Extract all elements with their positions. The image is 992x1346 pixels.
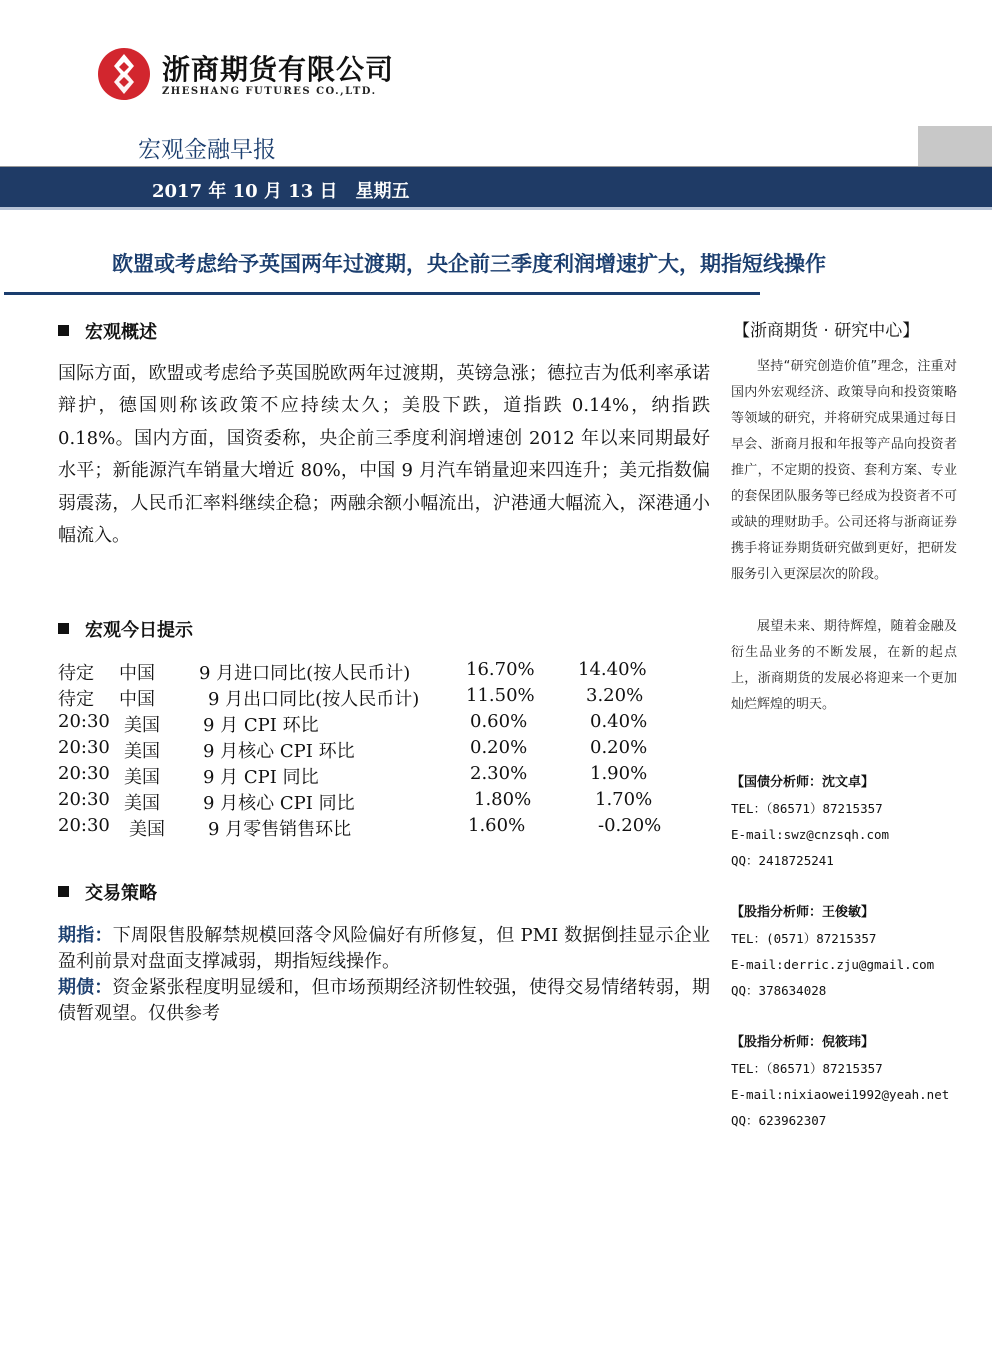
prev-cell: 1.70%: [595, 789, 653, 810]
value-cell: 2.30%: [470, 763, 528, 784]
prev-cell: -0.20%: [598, 815, 662, 836]
strategy-label: 期指：: [58, 925, 113, 946]
analyst-card: [731, 1030, 949, 1134]
date-bar: [0, 167, 992, 207]
country-cell: 美国: [124, 793, 160, 814]
analyst-email[interactable]: E-mail:swz@cnzsqh.com: [731, 827, 890, 842]
country-cell: 美国: [124, 741, 160, 762]
square-bullet-icon: [58, 886, 69, 897]
country-cell: 美国: [124, 767, 160, 788]
item-cell: 9 月 CPI 同比: [203, 767, 319, 788]
sidebar-intro: 坚持“研究创造价值”理念，注重对国内外宏观经济、政策导向和投资策略等领域的研究，并将研究成果通过每日早会、浙商月报和年报等产品向投资者推广，不定期的投资、套利方案、专业的套保团队服务等已经成为投资者不可或缺的理财助手。公司还将与浙商证券携手将证券期货研究做到更好，把研发服务引入更深层次的阶段。: [731, 359, 957, 582]
header-gray-tab: [918, 126, 992, 166]
square-bullet-icon: [58, 623, 69, 634]
report-date: 2017 年 10 月 13 日 星期五: [152, 181, 410, 202]
overview-paragraph: 国际方面，欧盟或考虑给予英国脱欧两年过渡期，英镑急涨；德拉吉为低利率承诺辩护，德国则称该政策不应持续太久；美股下跌，道指跌 0.14%，纳指跌 0.18%。国内方面，国资委称，央企前三季度利润增速创 2012 年以来同期最好水平；新能源汽车销量大增近 80%，中国 9 月汽车销量迎来四连升；美元指数偏弱震荡，人民币汇率料继续企稳；两融余额小幅流出，沪港通大幅流入，深港通小幅流入。: [58, 363, 710, 547]
section-heading-overview: [58, 318, 157, 344]
prev-cell: 0.40%: [590, 711, 648, 732]
time-cell: 20:30: [58, 737, 110, 758]
sidebar-title: 【浙商期货 · 研究中心】: [733, 321, 920, 341]
analyst-email[interactable]: E-mail:derric.zju@gmail.com: [731, 957, 935, 972]
item-cell: 9 月出口同比(按人民币计): [208, 689, 420, 710]
section-title: 宏观今日提示: [85, 620, 193, 641]
prev-cell: 14.40%: [578, 659, 647, 680]
section-title: 交易策略: [85, 883, 157, 904]
analyst-email[interactable]: E-mail:nixiaowei1992@yeah.net: [731, 1087, 950, 1102]
sidebar-outlook: 展望未来、期待辉煌，随着金融及衍生品业务的不断发展，在新的起点上，浙商期货的发展必将迎来一个更加灿烂辉煌的明天。: [731, 619, 957, 712]
analyst-title: 【股指分析师：倪筱玮】: [731, 1035, 875, 1050]
item-cell: 9 月核心 CPI 同比: [203, 793, 355, 814]
analyst-qq: QQ：623962307: [731, 1113, 827, 1128]
value-cell: 0.60%: [470, 711, 528, 732]
headline-rule: [4, 292, 760, 295]
square-bullet-icon: [58, 325, 69, 336]
time-cell: 待定: [58, 689, 94, 710]
prev-cell: 3.20%: [586, 685, 644, 706]
time-cell: 20:30: [58, 711, 110, 732]
value-cell: 0.20%: [470, 737, 528, 758]
analyst-title: 【股指分析师：王俊敏】: [731, 905, 875, 920]
country-cell: 美国: [124, 715, 160, 736]
section-heading-strategy: [58, 879, 157, 905]
analyst-title: 【国债分析师：沈文卓】: [731, 775, 875, 790]
analyst-card: [731, 900, 934, 1004]
company-name-cn: 浙商期货有限公司: [162, 53, 395, 86]
report-title: 宏观金融早报: [138, 137, 276, 163]
item-cell: 9 月核心 CPI 环比: [203, 741, 355, 762]
analyst-qq: QQ：378634028: [731, 983, 827, 998]
time-cell: 20:30: [58, 763, 110, 784]
strategy-text: 下周限售股解禁规模回落令风险偏好有所修复，但 PMI 数据倒挂显示企业盈利前景对盘面支撑减弱，期指短线操作。: [58, 925, 711, 972]
strategy-index-futures: [58, 923, 710, 975]
analyst-tel: TEL：(0571）87215357: [731, 931, 877, 946]
item-cell: 9 月进口同比(按人民币计): [199, 663, 411, 684]
analyst-qq: QQ：2418725241: [731, 853, 834, 868]
country-cell: 美国: [129, 819, 165, 840]
analyst-tel: TEL：（86571）87215357: [731, 801, 883, 816]
time-cell: 20:30: [58, 789, 110, 810]
item-cell: 9 月零售销售环比: [208, 819, 352, 840]
section-title: 宏观概述: [85, 322, 157, 343]
analyst-tel: TEL：（86571）87215357: [731, 1061, 883, 1076]
headline: 欧盟或考虑给予英国两年过渡期，央企前三季度利润增速扩大，期指短线操作: [112, 252, 826, 276]
time-cell: 待定: [58, 663, 94, 684]
country-cell: 中国: [119, 689, 155, 710]
section-heading-today: [58, 616, 193, 642]
prev-cell: 0.20%: [590, 737, 648, 758]
value-cell: 1.60%: [468, 815, 526, 836]
company-logo: [96, 46, 152, 102]
value-cell: 11.50%: [466, 685, 535, 706]
analyst-card: [731, 770, 889, 874]
date-bar-underline: [0, 207, 992, 210]
item-cell: 9 月 CPI 环比: [203, 715, 319, 736]
strategy-label: 期债：: [58, 977, 113, 998]
strategy-bond-futures: [58, 975, 710, 1027]
prev-cell: 1.90%: [590, 763, 648, 784]
country-cell: 中国: [119, 663, 155, 684]
company-name-en: ZHESHANG FUTURES CO.,LTD.: [162, 86, 377, 97]
value-cell: 1.80%: [474, 789, 532, 810]
value-cell: 16.70%: [466, 659, 535, 680]
strategy-text: 资金紧张程度明显缓和，但市场预期经济韧性较强，使得交易情绪转弱，期债暂观望。仅供参考: [58, 977, 710, 1024]
time-cell: 20:30: [58, 815, 110, 836]
